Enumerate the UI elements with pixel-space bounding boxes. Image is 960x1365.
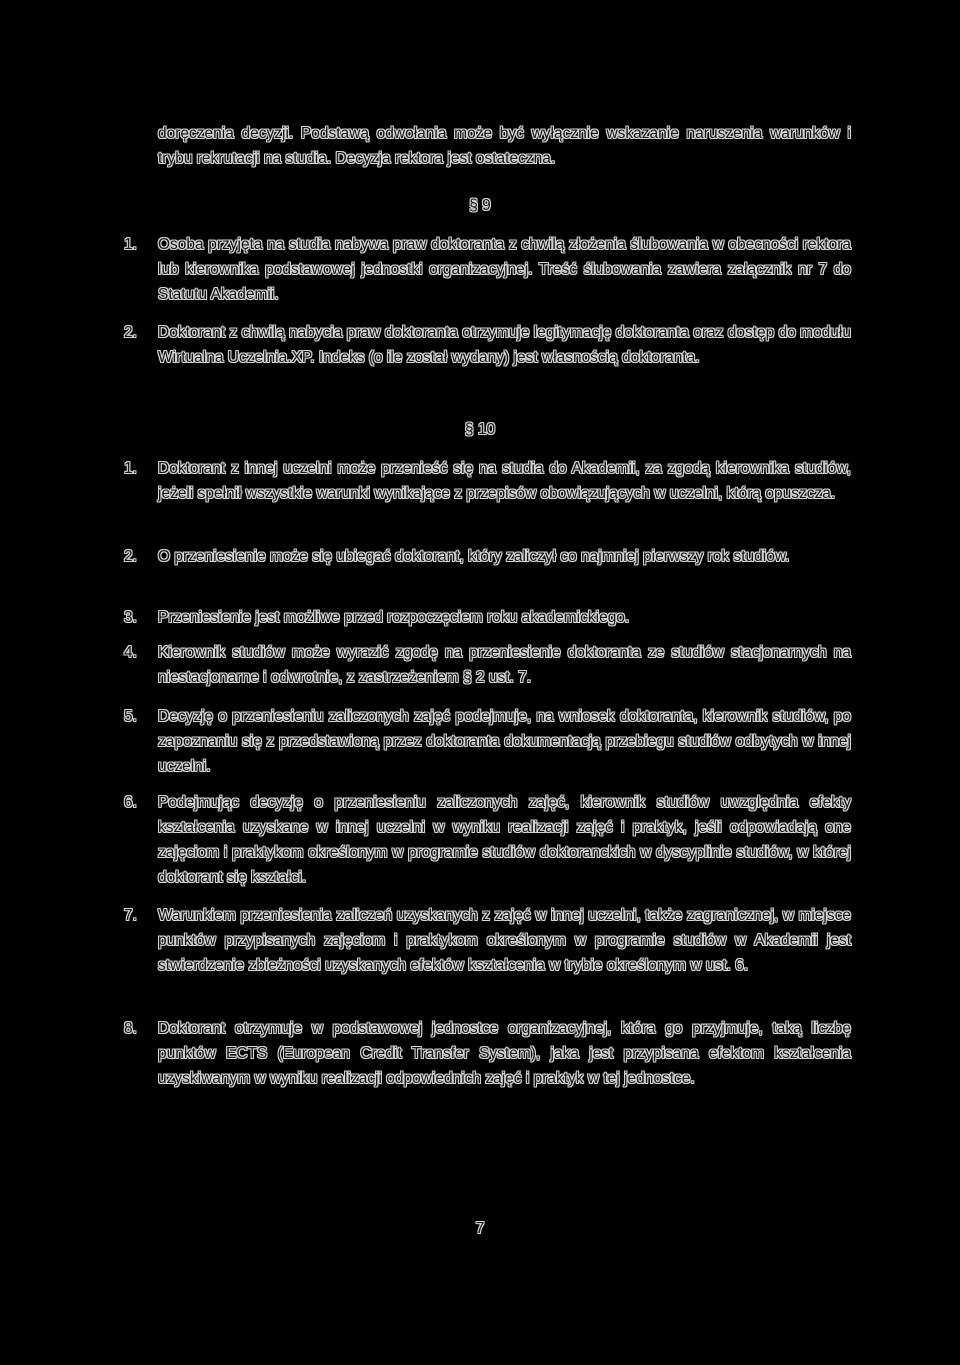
list-item-text: Doktorant z chwilą nabycia praw doktoranta otrzymuje legitymację doktoranta oraz dostęp do modułu Wirtualna Uczelnia.XP. Indeks (o ile został wydany) jest własnością doktoranta.: [158, 324, 851, 366]
list-item-text: Warunkiem przeniesienia zaliczeń uzyskanych z zajęć w innej uczelni, także zagranicznej, w miejsce punktów przypisanych zajęciom i praktykom określonym w programie studiów w Akademii jest stwierdzenie zbieżności uzyskanych efektów kształcenia w trybie określonym w ust. 6.: [158, 907, 851, 974]
list-item-number: 2.: [124, 548, 137, 565]
list-item-number: 3.: [124, 609, 137, 626]
page-number: 7: [475, 1220, 485, 1237]
list-item-text: Osoba przyjęta na studia nabywa praw doktoranta z chwilą złożenia ślubowania w obecności rektora lub kierownika podstawowej jednostki organizacyjnej. Treść ślubowania zawiera załącznik nr 7 do Statutu Akademii.: [158, 236, 851, 303]
list-item-text: Decyzję o przeniesieniu zaliczonych zajęć podejmuje, na wniosek doktoranta, kierownik studiów, po zapoznaniu się z przedstawioną przez doktoranta dokumentacją przebiegu studiów odbytych w innej uczelni.: [158, 708, 851, 775]
list-item-text: Kierownik studiów może wyrazić zgodę na przeniesienie doktoranta ze studiów stacjonarnych na niestacjonarne i odwrotnie, z zastrzeżeniem § 2 ust. 7.: [158, 644, 851, 686]
list-item-text: O przeniesienie może się ubiegać doktorant, który zaliczył co najmniej pierwszy rok studiów.: [158, 548, 790, 565]
intro-paragraph: doręczenia decyzji. Podstawą odwołania może być wyłącznie wskazanie naruszenia warunków i trybu rekrutacji na studia. Decyzja rektora jest ostateczna.: [158, 125, 851, 167]
list-item-number: 8.: [124, 1020, 137, 1037]
section-heading-9: § 9: [469, 197, 491, 214]
list-item-number: 6.: [124, 794, 137, 811]
list-item-number: 1.: [124, 460, 137, 477]
list-item-number: 7.: [124, 907, 137, 924]
list-item-text: Przeniesienie jest możliwe przed rozpoczęciem roku akademickiego.: [158, 609, 630, 626]
list-item-text: Doktorant z innej uczelni może przenieść się na studia do Akademii, za zgodą kierownika studiów, jeżeli spełnił wszystkie warunki wynikające z przepisów obowiązujących w uczelni, którą opuszcza.: [158, 460, 851, 502]
list-item-number: 2.: [124, 324, 137, 341]
list-item-number: 4.: [124, 644, 137, 661]
list-item-number: 5.: [124, 708, 137, 725]
section-heading-10: § 10: [464, 421, 496, 438]
list-item-text: Podejmując decyzję o przeniesieniu zaliczonych zajęć, kierownik studiów uwzględnia efekty kształcenia uzyskane w innej uczelni w wyniku realizacji zajęć i praktyk, jeśli odpowiadają one zajęciom i praktykom określonym w programie studiów doktoranckich w dyscyplinie studiów, w której doktorant się kształci.: [158, 794, 851, 886]
list-item-text: Doktorant otrzymuje w podstawowej jednostce organizacyjnej, która go przyjmuje, taką liczbę punktów ECTS (European Credit Transfer System), jaka jest przypisana efektom kształcenia uzyskiwanym w wyniku realizacji odpowiednich zajęć i praktyk w tej jednostce.: [158, 1020, 851, 1087]
list-item-number: 1.: [124, 236, 137, 253]
